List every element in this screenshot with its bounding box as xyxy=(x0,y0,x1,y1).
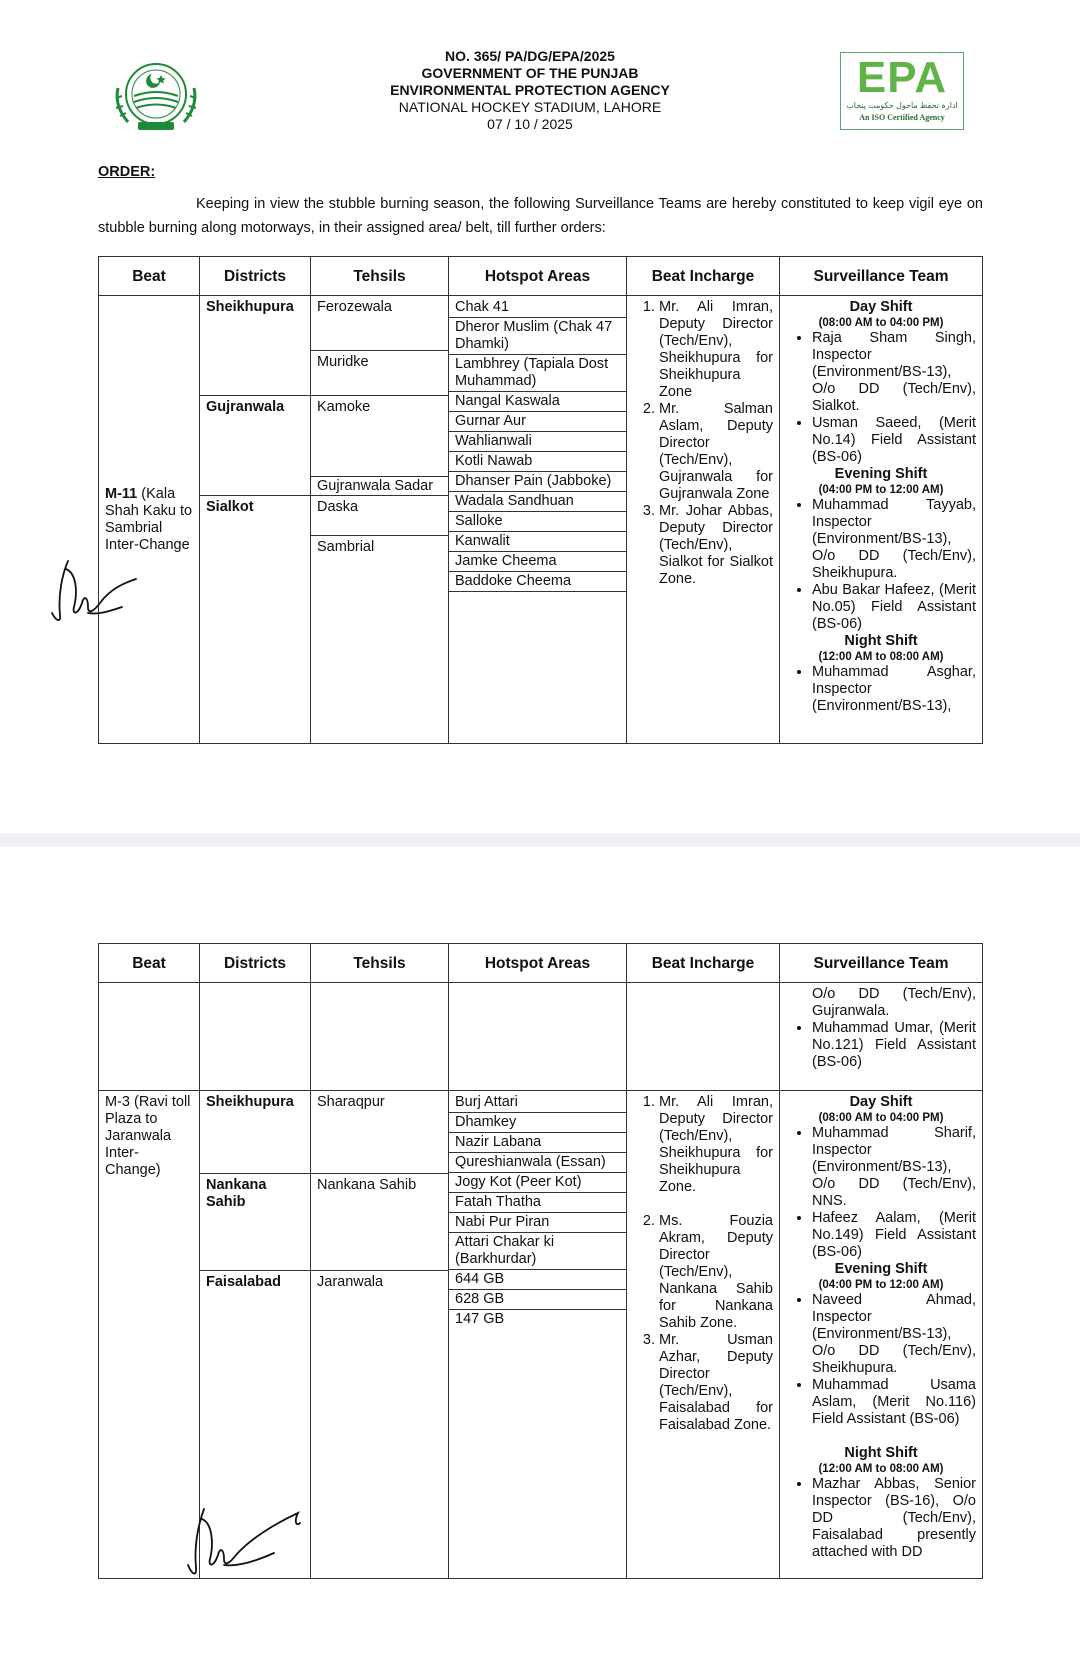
shift-title: Evening Shift xyxy=(834,1261,928,1277)
shift-time: (04:00 PM to 12:00 AM) xyxy=(818,484,944,496)
hotspot-item: 628 GB xyxy=(449,1290,626,1310)
surveillance-team-cell xyxy=(780,296,983,744)
hotspot-item: Wadala Sandhuan xyxy=(449,492,626,512)
order-intro xyxy=(98,192,983,240)
team-member: • Raja Sham Singh, Inspector (Environment/BS-13), O/o DD (Tech/Env), Sialkot. xyxy=(812,330,976,415)
table-row-continuation xyxy=(99,983,983,1091)
empty-cell xyxy=(449,983,627,1091)
hotspot-item: Nabi Pur Piran xyxy=(449,1213,626,1233)
tehsil-ferozewala: Ferozewala xyxy=(311,296,448,351)
shift-title: Day Shift xyxy=(849,1094,913,1110)
incharge-item: 3. Mr. Johar Abbas, Deputy Director (Tech/Env), Sialkot for Sialkot Zone. xyxy=(659,503,773,588)
tehsil-sambrial: Sambrial xyxy=(317,539,375,555)
beat-incharge-cell xyxy=(627,296,780,744)
team-list xyxy=(786,1020,976,1071)
incharge-item: 1. Mr. Ali Imran, Deputy Director (Tech/Env), Sheikhupura for Sheikhupura Zone. xyxy=(659,1094,773,1196)
surveillance-team-cell xyxy=(780,1091,983,1579)
signature xyxy=(186,1503,306,1583)
shift-time: (08:00 AM to 04:00 PM) xyxy=(818,317,944,329)
col-surveillance-team: Surveillance Team xyxy=(780,944,983,983)
districts-cell xyxy=(200,296,311,744)
hotspot-item: 644 GB xyxy=(449,1270,626,1290)
hotspot-item: Dhamkey xyxy=(449,1113,626,1133)
shift-time: (04:00 PM to 12:00 AM) xyxy=(818,1279,944,1291)
hotspot-item: Baddoke Cheema xyxy=(449,572,626,592)
shift-title: Night Shift xyxy=(844,633,918,649)
incharge-item: 2. Ms. Fouzia Akram, Deputy Director (Tech/Env), Nankana Sahib for Nankana Sahib Zone. xyxy=(659,1213,773,1332)
team-member: • Naveed Ahmad, Inspector (Environment/BS-13), O/o DD (Tech/Env), Sheikhupura. xyxy=(812,1292,976,1377)
incharge-item: 3. Mr. Usman Azhar, Deputy Director (Tech/Env), Faisalabad for Faisalabad Zone. xyxy=(659,1332,773,1434)
letter-date: 07 / 10 / 2025 xyxy=(487,116,573,132)
col-beat-incharge: Beat Incharge xyxy=(627,257,780,296)
hotspot-item: Attari Chakar ki (Barkhurdar) xyxy=(449,1233,626,1270)
district-sheikhupura: Sheikhupura xyxy=(200,296,310,396)
district-sheikhupura: Sheikhupura xyxy=(200,1091,310,1174)
incharge-list xyxy=(633,1094,773,1434)
hotspot-item: Wahlianwali xyxy=(449,432,626,452)
shift-title: Day Shift xyxy=(849,299,913,315)
hotspot-item: Gurnar Aur xyxy=(449,412,626,432)
incharge-item: 1. Mr. Ali Imran, Deputy Director (Tech/Env), Sheikhupura for Sheikhupura Zone xyxy=(659,299,773,401)
hotspot-item: Fatah Thatha xyxy=(449,1193,626,1213)
agency-name: ENVIRONMENTAL PROTECTION AGENCY xyxy=(390,82,670,98)
team-member: • Mazhar Abbas, Senior Inspector (BS-16), O/o DD (Tech/Env), Faisalabad presently attached with DD xyxy=(812,1476,976,1561)
tehsil-muridke: Muridke xyxy=(311,351,448,396)
shift-title: Evening Shift xyxy=(834,466,928,482)
order-title: ORDER: xyxy=(98,164,156,180)
hotspot-item: Qureshianwala (Essan) xyxy=(449,1153,626,1173)
col-beat: Beat xyxy=(99,257,200,296)
team-member: • Hafeez Aalam, (Merit No.149) Field Assistant (BS-06) xyxy=(812,1210,976,1261)
shift-time: (12:00 AM to 08:00 AM) xyxy=(818,651,944,663)
col-hotspot-areas: Hotspot Areas xyxy=(449,944,627,983)
team-list xyxy=(786,1125,976,1261)
team-member: • Muhammad Usama Aslam, (Merit No.116) Field Assistant (BS-06) xyxy=(812,1377,976,1428)
agency-address: NATIONAL HOCKEY STADIUM, LAHORE xyxy=(398,99,662,115)
shift-time: (12:00 AM to 08:00 AM) xyxy=(818,1463,944,1475)
surveillance-team-cell xyxy=(780,983,983,1091)
district-nankana-sahib: Nankana Sahib xyxy=(200,1174,310,1271)
page-2 xyxy=(0,847,1080,1679)
tehsil-daska: Daska xyxy=(311,496,448,536)
hotspot-item: Burj Attari xyxy=(449,1093,626,1113)
epa-logo-tagline: An ISO Certified Agency xyxy=(859,113,945,122)
letter-header xyxy=(300,48,760,133)
government-name: GOVERNMENT OF THE PUNJAB xyxy=(421,65,639,81)
tehsil-sharaqpur: Sharaqpur xyxy=(311,1091,448,1174)
col-tehsils: Tehsils xyxy=(311,257,449,296)
tehsils-cell xyxy=(311,1091,449,1579)
surveillance-table-1 xyxy=(98,256,983,744)
empty-cell xyxy=(99,983,200,1091)
col-districts: Districts xyxy=(200,944,311,983)
col-surveillance-team: Surveillance Team xyxy=(780,257,983,296)
empty-cell xyxy=(311,983,449,1091)
table-header-row xyxy=(99,257,983,296)
epa-logo xyxy=(840,52,964,130)
hotspot-item: Lambhrey (Tapiala Dost Muhammad) xyxy=(449,355,626,392)
team-list xyxy=(786,497,976,633)
table-header-row xyxy=(99,944,983,983)
beat-route: (Kala Shah Kaku to Sambrial Inter-Change xyxy=(105,485,193,553)
hotspot-item: Chak 41 xyxy=(449,298,626,318)
team-list xyxy=(786,1476,976,1561)
shift-title: Night Shift xyxy=(844,1445,918,1461)
hotspot-item: Kotli Nawab xyxy=(449,452,626,472)
col-districts: Districts xyxy=(200,257,311,296)
hotspot-item: Nazir Labana xyxy=(449,1133,626,1153)
team-member: • Muhammad Sharif, Inspector (Environment/BS-13), O/o DD (Tech/Env), NNS. xyxy=(812,1125,976,1210)
order-intro-text: Keeping in view the stubble burning season, the following Surveillance Teams are hereby constituted to keep vigil eye on stubble burning along motorways, in their assigned area/ belt, till further orders: xyxy=(98,196,983,236)
epa-logo-urdu: ادارہ تحفظ ماحول حکومت پنجاب xyxy=(846,101,958,110)
reference-number: NO. 365/ PA/DG/EPA/2025 xyxy=(445,48,615,64)
team-member: • Abu Bakar Hafeez, (Merit No.05) Field Assistant (BS-06) xyxy=(812,582,976,633)
col-hotspot-areas: Hotspot Areas xyxy=(449,257,627,296)
district-faisalabad: Faisalabad xyxy=(206,1274,281,1290)
page-1 xyxy=(0,0,1080,833)
col-tehsils: Tehsils xyxy=(311,944,449,983)
hotspot-cell xyxy=(449,1091,627,1579)
incharge-list xyxy=(633,299,773,588)
empty-cell xyxy=(200,983,311,1091)
beat-incharge-cell xyxy=(627,1091,780,1579)
col-beat: Beat xyxy=(99,944,200,983)
team-list xyxy=(786,664,976,715)
page-separator xyxy=(0,833,1080,847)
beat-cell: M-3 (Ravi toll Plaza to Jaranwala Inter-Change) xyxy=(99,1091,200,1579)
tehsil-jaranwala: Jaranwala xyxy=(317,1274,384,1290)
team-list xyxy=(786,1292,976,1428)
shift-time: (08:00 AM to 04:00 PM) xyxy=(818,1112,944,1124)
team-member: • Muhammad Umar, (Merit No.121) Field Assistant (BS-06) xyxy=(812,1020,976,1071)
beat-cell xyxy=(99,296,200,744)
tehsils-cell xyxy=(311,296,449,744)
empty-cell xyxy=(627,983,780,1091)
district-gujranwala: Gujranwala xyxy=(200,396,310,496)
hotspot-item: Jogy Kot (Peer Kot) xyxy=(449,1173,626,1193)
hotspot-item: Jamke Cheema xyxy=(449,552,626,572)
team-list xyxy=(786,330,976,466)
beat-code: M-11 xyxy=(105,485,138,502)
team-member: • Muhammad Tayyab, Inspector (Environment/BS-13), O/o DD (Tech/Env), Sheikhupura. xyxy=(812,497,976,582)
team-member: • Usman Saeed, (Merit No.14) Field Assistant (BS-06) xyxy=(812,415,976,466)
hotspot-item: Kanwalit xyxy=(449,532,626,552)
district-sialkot: Sialkot xyxy=(206,499,254,515)
table-row xyxy=(99,296,983,744)
hotspot-cell xyxy=(449,296,627,744)
incharge-item: 2. Mr. Salman Aslam, Deputy Director (Tech/Env), Gujranwala for Gujranwala Zone xyxy=(659,401,773,503)
tehsil-gujranwala-sadar: Gujranwala Sadar xyxy=(311,477,448,496)
signature xyxy=(48,555,143,630)
hotspot-item: Dhanser Pain (Jabboke) xyxy=(449,472,626,492)
epa-logo-text: EPA xyxy=(856,53,948,102)
hotspot-item: Dheror Muslim (Chak 47 Dhamki) xyxy=(449,318,626,355)
tehsil-nankana-sahib: Nankana Sahib xyxy=(311,1174,448,1271)
col-beat-incharge: Beat Incharge xyxy=(627,944,780,983)
hotspot-item: Nangal Kaswala xyxy=(449,392,626,412)
team-continuation: O/o DD (Tech/Env), Gujranwala. xyxy=(812,986,976,1019)
surveillance-table-2 xyxy=(98,943,983,1579)
tehsil-kamoke: Kamoke xyxy=(311,396,448,477)
team-member: • Muhammad Asghar, Inspector (Environment/BS-13), xyxy=(812,664,976,715)
punjab-government-logo xyxy=(108,58,204,134)
hotspot-item: 147 GB xyxy=(455,1311,505,1327)
hotspot-item: Salloke xyxy=(449,512,626,532)
